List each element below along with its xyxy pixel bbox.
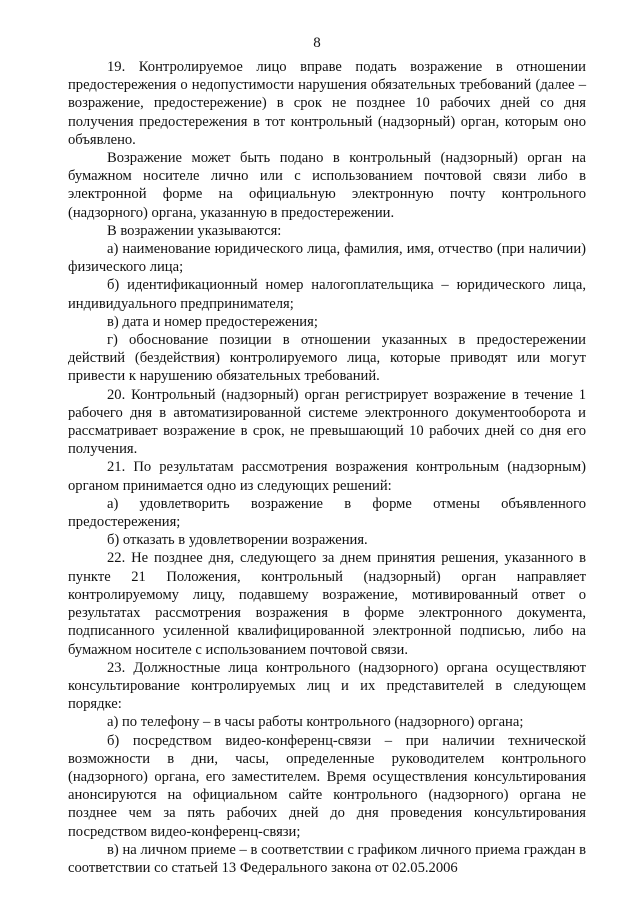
page-number: 8 — [313, 35, 321, 51]
paragraph-objection-submission: Возражение может быть подано в контрольный (надзорный) орган на бумажном носителе лично или с использованием почтовой связи либо в электронной форме на официальную электронную почту контрольного (надзорного) органа, указанную в предостережении. — [68, 150, 586, 221]
paragraph-21: 21. По результатам рассмотрения возражения контрольным (надзорным) органом принимается одно из следующих решений: — [68, 459, 586, 494]
list-item-g: г) обоснование позиции в отношении указанных в предостережении действий (бездействия) контролируемого лица, которые приводят или могут привести к нарушению обязательных требований. — [68, 332, 586, 385]
paragraph-19: 19. Контролируемое лицо вправе подать возражение в отношении предостережения о недопустимости нарушения обязательных требований (далее – возражение, предостережение) в срок не позднее 10 рабочих дней со дня получения предостережения в тот контрольный (надзорный) орган, которым оно объявлено. — [68, 59, 586, 148]
list-item-b: б) посредством видео-конференц-связи – при наличии технической возможности в дни, часы, определенные руководителем контрольного (надзорного) органа, его заместителем. Время осуществления консультирования анонсируются на официальном сайте контрольного (надзорного) органа не позднее чем за пять рабочих дней до дня проведения консультирования посредством видео-конференц-связи; — [68, 732, 586, 840]
paragraph-objection-contents-intro: В возражении указываются: — [107, 222, 282, 239]
list-item-v: в) дата и номер предостережения; — [107, 313, 318, 330]
list-item-b: б) отказать в удовлетворении возражения. — [107, 532, 368, 549]
list-item-a: а) наименование юридического лица, фамилия, имя, отчество (при наличии) физического лица; — [68, 241, 586, 276]
document-body — [68, 58, 586, 877]
paragraph-22: 22. Не позднее дня, следующего за днем принятия решения, указанного в пункте 21 Положения, контрольный (надзорный) орган направляет контролируемому лицу, подавшему возражение, мотивированный ответ о результатах рассмотрения возражения в форме электронного документа, подписанного усиленной квалифицированной электронной подписью, либо на бумажном носителе с использованием почтовой связи. — [68, 550, 586, 658]
paragraph-20: 20. Контрольный (надзорный) орган регистрирует возражение в течение 1 рабочего дня в автоматизированной системе электронного документооборота и рассматривает возражение в срок, не превышающий 10 рабочих дней со дня его получения. — [68, 386, 586, 458]
list-item-v: в) на личном приеме – в соответствии с графиком личного приема граждан в соответствии со статьей 13 Федерального закона от 02.05.2006 — [68, 841, 586, 876]
list-item-a: а) по телефону – в часы работы контрольного (надзорного) органа; — [107, 714, 524, 731]
paragraph-23: 23. Должностные лица контрольного (надзорного) органа осуществляют консультирование контролируемых лиц и их представителей в следующем порядке: — [68, 659, 586, 713]
list-item-a: а) удовлетворить возражение в форме отмены объявленного предостережения; — [68, 495, 586, 531]
list-item-b: б) идентификационный номер налогоплательщика – юридического лица, индивидуального предпринимателя; — [68, 277, 586, 312]
